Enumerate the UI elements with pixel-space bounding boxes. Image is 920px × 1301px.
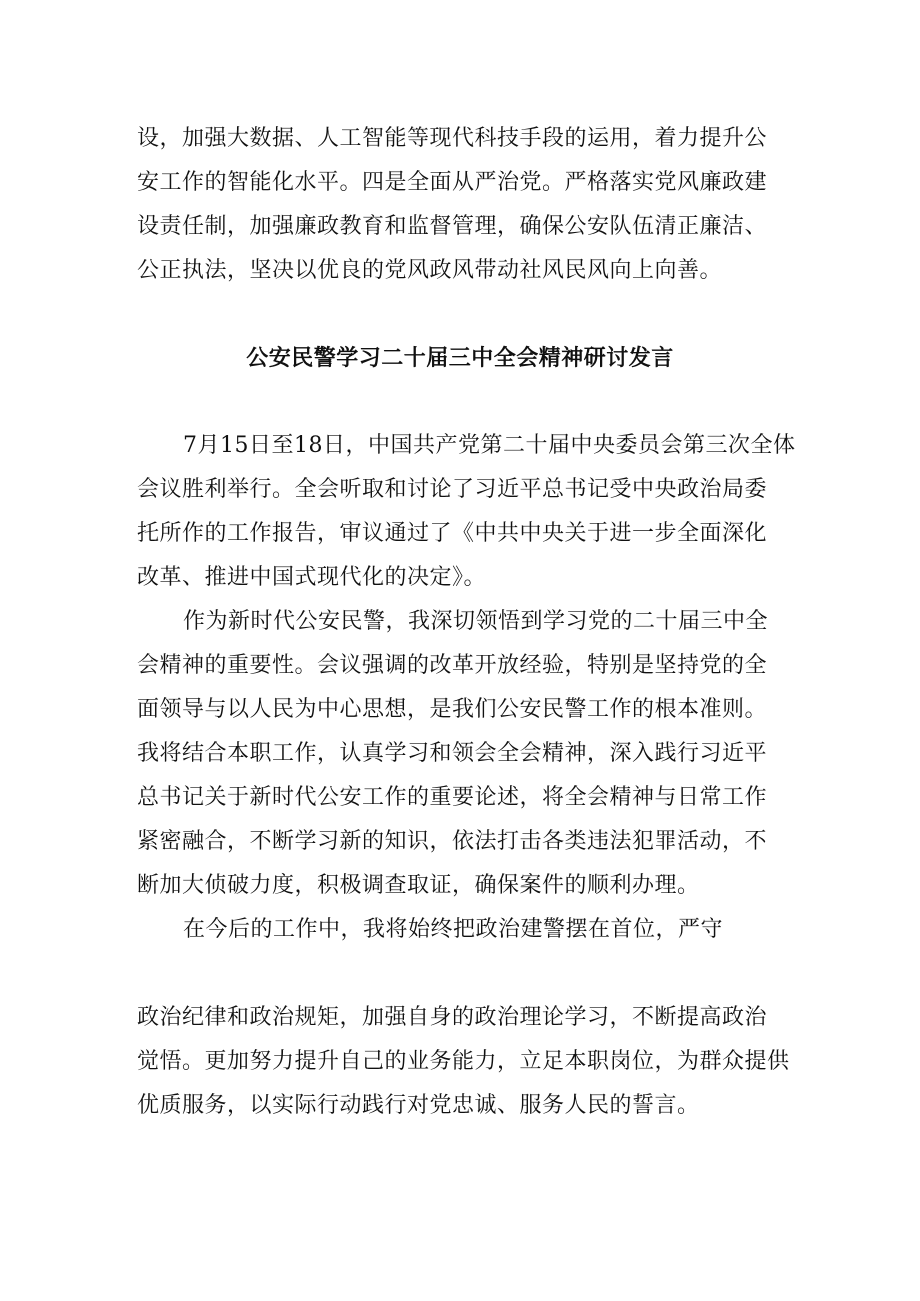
text-line: 总书记关于新时代公安工作的重要论述，将全会精神与日常工作 <box>137 785 768 810</box>
text-line: 紧密融合，不断学习新的知识，依法打击各类违法犯罪活动，不 <box>137 829 768 854</box>
text-line: 设责任制，加强廉政教育和监督管理，确保公安队伍清正廉洁、 <box>137 214 768 239</box>
intro-paragraph <box>137 117 797 293</box>
text-line: 面领导与以人民为中心思想，是我们公安民警工作的根本准则。 <box>137 697 768 722</box>
text-line: 设，加强大数据、人工智能等现代科技手段的运用，着力提升公 <box>137 126 768 151</box>
text-line: 觉悟。更加努力提升自己的业务能力，立足本职岗位，为群众提供 <box>137 1049 790 1074</box>
text-line: 优质服务，以实际行动践行对党忠诚、服务人民的誓言。 <box>137 1093 700 1118</box>
text-line: 会精神的重要性。会议强调的改革开放经验，特别是坚持党的全 <box>137 653 768 678</box>
text-line: 我将结合本职工作，认真学习和领会全会精神，深入践行习近平 <box>137 741 768 766</box>
text-line: 7月15日至18日，中国共产党第二十届中央委员会第三次全体 <box>183 433 796 458</box>
text-line: 托所作的工作报告，审议通过了《中共中央关于进一步全面深化 <box>137 521 768 546</box>
continuation-paragraph <box>137 996 797 1128</box>
text-line: 政治纪律和政治规矩，加强自身的政治理论学习，不断提高政治 <box>137 1005 768 1030</box>
paragraph-2 <box>137 600 797 908</box>
text-line: 改革、推进中国式现代化的决定》。 <box>137 565 487 590</box>
paragraph-3 <box>137 908 797 952</box>
text-line: 在今后的工作中，我将始终把政治建警摆在首位，严守 <box>183 917 724 942</box>
paragraph-1 <box>137 424 797 600</box>
text-line: 作为新时代公安民警，我深切领悟到学习党的二十届三中全 <box>183 609 769 634</box>
text-line: 会议胜利举行。全会听取和讨论了习近平总书记受中央政治局委 <box>137 477 768 502</box>
text-line: 公正执法，坚决以优良的党风政风带动社风民风向上向善。 <box>137 258 723 283</box>
document-title: 公安民警学习二十届三中全会精神研讨发言 <box>246 346 674 371</box>
text-line: 安工作的智能化水平。四是全面从严治党。严格落实党风廉政建 <box>137 170 768 195</box>
text-line: 断加大侦破力度，积极调查取证，确保案件的顺利办理。 <box>137 873 700 898</box>
